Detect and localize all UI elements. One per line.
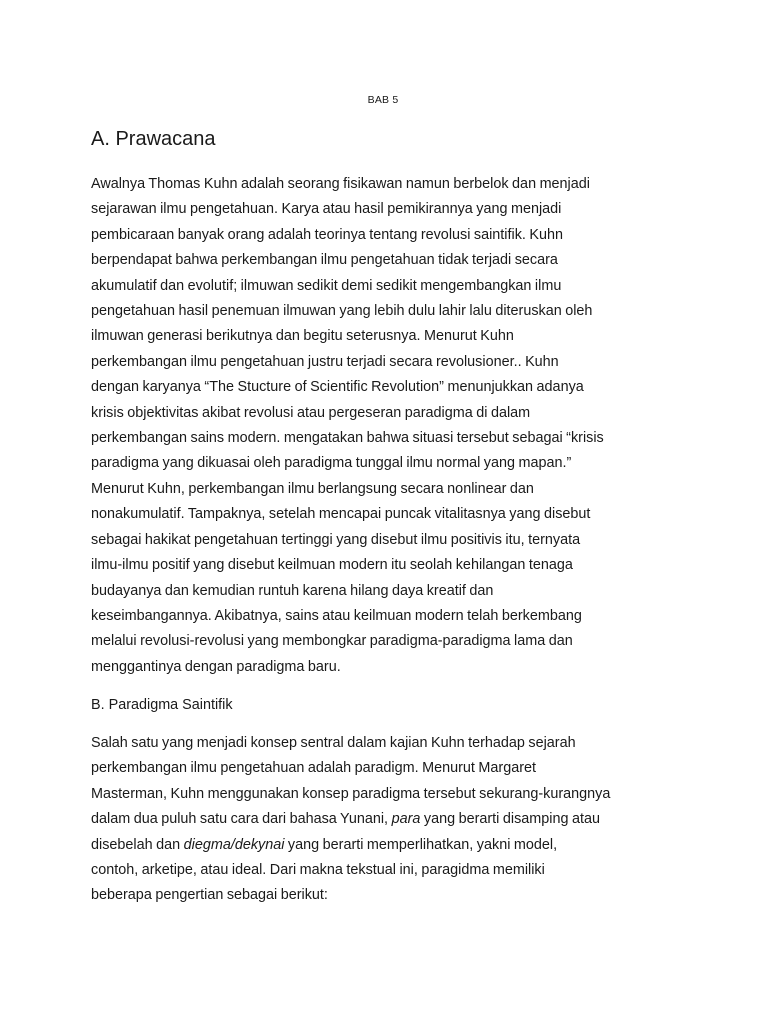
- paragraph-line: nonakumulatif. Tampaknya, setelah mencapai puncak vitalitasnya yang disebut: [91, 506, 591, 523]
- paragraph-line: perkembangan ilmu pengetahuan justru terjadi secara revolusioner.. Kuhn: [91, 353, 559, 370]
- document-page: [91, 0, 691, 1024]
- line-text: yang berarti memperlihatkan, yakni model,: [284, 836, 558, 853]
- section-b-heading: B. Paradigma Saintifik: [91, 697, 233, 713]
- paragraph-line: pembicaraan banyak orang adalah teorinya tentang revolusi saintifik. Kuhn: [91, 226, 563, 243]
- paragraph-line: melalui revolusi-revolusi yang membongkar paradigma-paradigma lama dan: [91, 633, 573, 650]
- section-a-paragraph: [91, 172, 691, 680]
- italic-term-diegma: diegma/dekynai: [183, 836, 285, 853]
- paragraph-line: [91, 833, 691, 858]
- chapter-label: BAB 5: [367, 94, 399, 106]
- paragraph-line: Salah satu yang menjadi konsep sentral dalam kajian Kuhn terhadap sejarah: [91, 735, 576, 751]
- line-text: dalam dua puluh satu cara dari bahasa Yunani,: [91, 811, 392, 828]
- paragraph-line: ilmuwan generasi berikutnya dan begitu seterusnya. Menurut Kuhn: [91, 328, 514, 345]
- paragraph-line: pengetahuan hasil penemuan ilmuwan yang lebih dulu lahir lalu diteruskan oleh: [91, 303, 593, 320]
- paragraph-line: Menurut Kuhn, perkembangan ilmu berlangsung secara nonlinear dan: [91, 480, 534, 497]
- paragraph-line: krisis objektivitas akibat revolusi atau pergeseran paradigma di dalam: [91, 404, 531, 421]
- italic-term-para: para: [391, 811, 421, 828]
- line-text: disebelah dan: [91, 836, 184, 853]
- paragraph-line: berpendapat bahwa perkembangan ilmu pengetahuan tidak terjadi secara: [91, 252, 558, 269]
- paragraph-line: sejarawan ilmu pengetahuan. Karya atau hasil pemikirannya yang menjadi: [91, 201, 562, 218]
- section-b-paragraph: [91, 731, 691, 909]
- paragraph-line: akumulatif dan evolutif; ilmuwan sedikit demi sedikit mengembangkan ilmu: [91, 277, 562, 294]
- paragraph-line: [91, 807, 691, 832]
- paragraph-line: dengan karyanya “The Stucture of Scientific Revolution” menunjukkan adanya: [91, 379, 584, 396]
- paragraph-line: contoh, arketipe, atau ideal. Dari makna tekstual ini, paragidma memiliki: [91, 862, 545, 879]
- line-text: yang berarti disamping atau: [420, 811, 600, 828]
- paragraph-line: Awalnya Thomas Kuhn adalah seorang fisikawan namun berbelok dan menjadi: [91, 176, 590, 192]
- paragraph-line: Masterman, Kuhn menggunakan konsep paradigma tersebut sekurang-kurangnya: [91, 785, 611, 802]
- paragraph-line: ilmu-ilmu positif yang disebut keilmuan modern itu seolah kehilangan tenaga: [91, 557, 573, 574]
- paragraph-line: sebagai hakikat pengetahuan tertinggi yang disebut ilmu positivis itu, ternyata: [91, 531, 581, 548]
- section-a-heading: A. Prawacana: [91, 128, 216, 150]
- paragraph-line: beberapa pengertian sebagai berikut:: [91, 887, 328, 904]
- paragraph-line: perkembangan ilmu pengetahuan adalah paradigm. Menurut Margaret: [91, 760, 536, 777]
- paragraph-line: paradigma yang dikuasai oleh paradigma tunggal ilmu normal yang mapan.”: [91, 455, 572, 472]
- paragraph-line: menggantinya dengan paradigma baru.: [91, 658, 341, 675]
- paragraph-line: keseimbangannya. Akibatnya, sains atau keilmuan modern telah berkembang: [91, 607, 582, 624]
- paragraph-line: perkembangan sains modern. mengatakan bahwa situasi tersebut sebagai “krisis: [91, 430, 604, 447]
- paragraph-line: budayanya dan kemudian runtuh karena hilang daya kreatif dan: [91, 582, 494, 599]
